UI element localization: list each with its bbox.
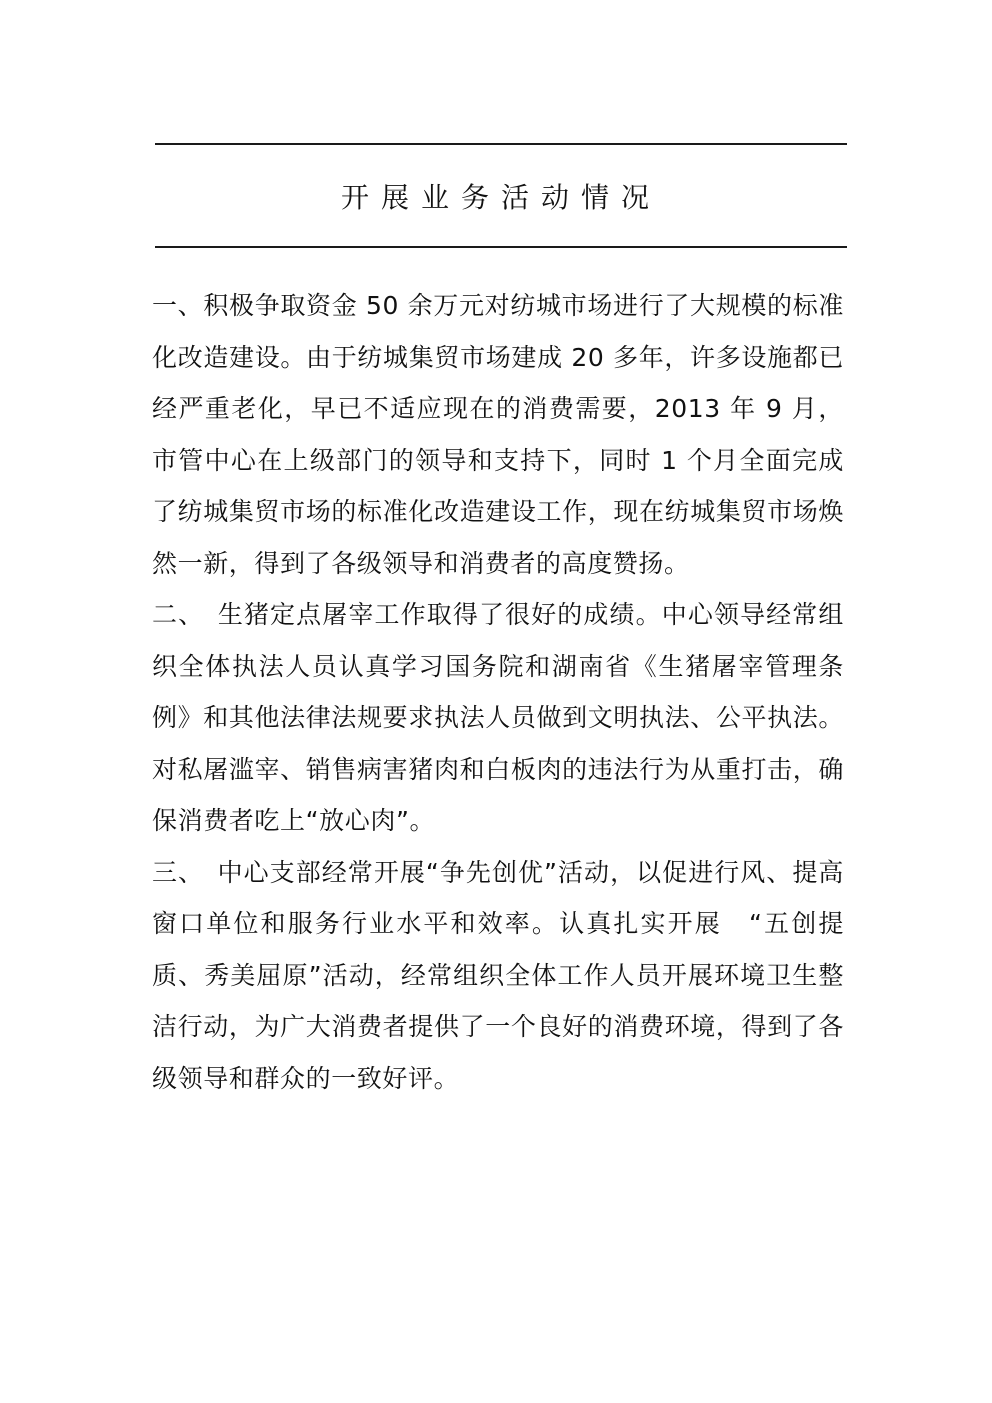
- paragraph-3: 三、 中心支部经常开展“争先创优”活动，以促进行风、提高窗口单位和服务行业水平和效率。认真扎实开展 “五创提质、秀美屈原”活动，经常组织全体工作人员开展环境卫生整洁行动，为广大消费者提供了一个良好的消费环境，得到了各级领导和群众的一致好评。: [152, 857, 844, 1093]
- paragraph-2: 二、 生猪定点屠宰工作取得了很好的成绩。中心领导经常组织全体执法人员认真学习国务院和湖南省《生猪屠宰管理条例》和其他法律法规要求执法人员做到文明执法、公平执法。对私屠滥宰、销售病害猪肉和白板肉的违法行为从重打击，确保消费者吃上“放心肉”。: [152, 600, 844, 835]
- top-rule: [155, 143, 847, 145]
- document-body: [152, 280, 844, 1104]
- bottom-rule: [155, 246, 847, 248]
- paragraph-1: 一、积极争取资金 50 余万元对纺城市场进行了大规模的标准化改造建设。由于纺城集贸市场建成 20 多年，许多设施都已经严重老化，早已不适应现在的消费需要，2013 年 9 月，市管中心在上级部门的领导和支持下，同时 1 个月全面完成了纺城集贸市场的标准化改造建设工作，现在纺城集贸市场焕然一新，得到了各级领导和消费者的高度赞扬。: [152, 291, 844, 578]
- document-title: 开展业务活动情况: [340, 181, 661, 214]
